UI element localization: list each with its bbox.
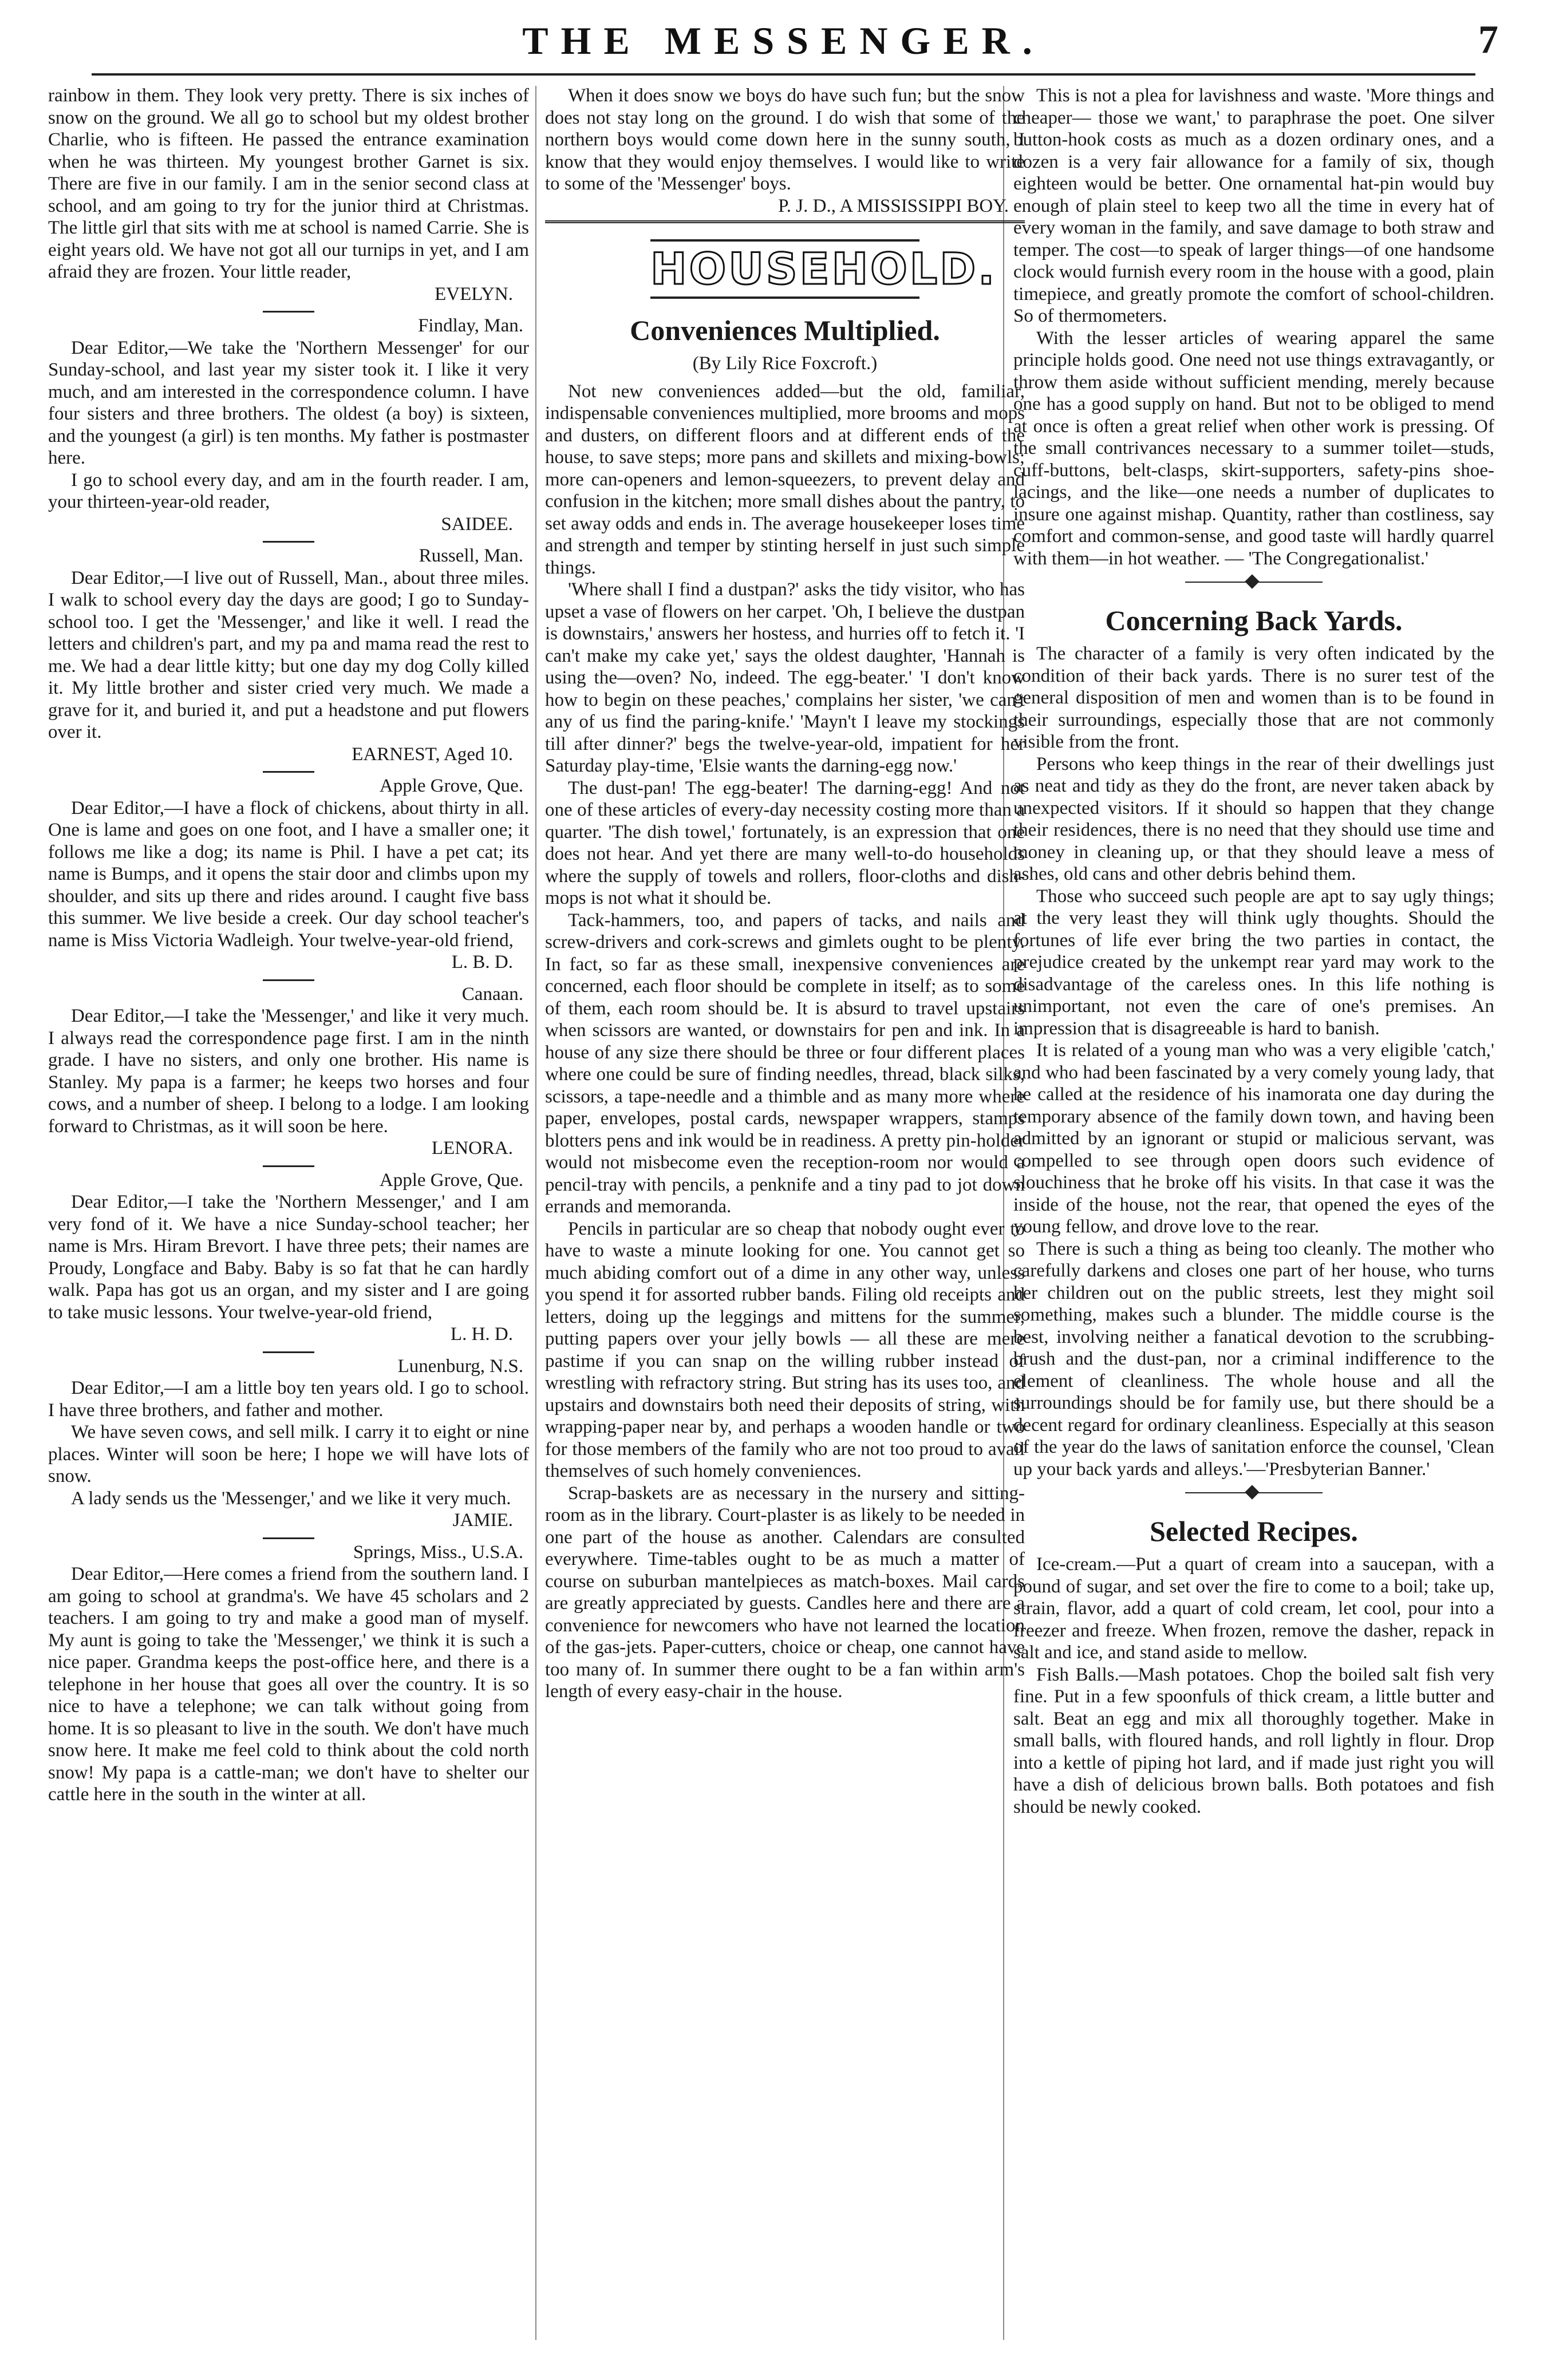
letter-body: When it does snow we boys do have such fun; but the snow does not stay long on the ground. I do wish that some of the northern boys would come down here in the sunny south, I know that they would enjoy themselves. I would like to write to some of the 'Messenger' boys. (545, 85, 1025, 194)
column-2 (545, 85, 1025, 2346)
letter-body: Dear Editor,—I take the 'Messenger,' and like it very much. I always read the correspondence page first. I am in the ninth grade. I have no sisters, and only one brother. His name is Stanley. My papa is a farmer; he keeps two horses and four cows, and a number of sheep. I belong to a lodge. I am looking forward to Christmas, as it will soon be here. (48, 1006, 529, 1137)
article-paragraph: The character of a family is very often indicated by the condition of their back yards. There is no surer test of the general disposition of men and women than is to be found in their surroundings, especially those that are not commonly visible from the front. (1013, 643, 1494, 752)
letter-body: We have seven cows, and sell milk. I carry it to eight or nine places. Winter will soon be here; I hope we will have lots of snow. (48, 1422, 529, 1486)
letter-body: Dear Editor,—I am a little boy ten years old. I go to school. I have three brothers, and father and mother. (48, 1378, 529, 1421)
letter-signature: SAIDEE. (441, 513, 513, 535)
letter-signature: LENORA. (431, 1138, 513, 1159)
article-paragraph: 'Where shall I find a dustpan?' asks the tidy visitor, who has upset a vase of flowers on her carpet. 'Oh, I believe the dustpan is downstairs,' answers her hostess, and hurries off to fetch it. 'I can't make my cake yet,' says the oldest daughter, 'Hannah is using the—oven? No, indeed. The egg-beater.' 'I don't know how to begin on these peaches,' complains her sister, 'we can't any of us find the paring-knife.' 'Mayn't I leave my stockings till after dinner?' begs the twelve-year-old, impatient for her Saturday play-time, 'Elsie wants the darning-egg now.' (545, 579, 1025, 776)
letter-signature: JAMIE. (452, 1510, 513, 1531)
letter-separator (263, 1537, 314, 1539)
column-1 (48, 85, 529, 2346)
letter-place: Lunenburg, N.S. (397, 1355, 523, 1377)
letter-body: Dear Editor,—We take the 'Northern Messenger' for our Sunday-school, and last year my sister took it. I like it very much, and am interested in the correspondence column. I have four sisters and three brothers. The oldest (a boy) is sixteen, and the youngest (a girl) is ten months. My father is postmaster here. (48, 337, 529, 468)
masthead-title: THE MESSENGER. (522, 19, 1045, 62)
column-divider (535, 86, 536, 2340)
letter-signature: P. J. D., A MISSISSIPPI BOY. (778, 195, 1009, 216)
section-ornament (1185, 575, 1323, 589)
section-ornament (1185, 1486, 1323, 1500)
letter-body: rainbow in them. They look very pretty. There is six inches of snow on the ground. We all go to school but my oldest brother Charlie, who is fifteen. He passed the entrance examination when he was thirteen. My youngest brother Garnet is six. There are five in our family. I am in the senior second class at school, and am going to try for the junior third at Christmas. The little girl that sits with me at school is named Carrie. She is eight years old. We have not got all our turnips in yet, and I am afraid they are frozen. Your little reader, (48, 85, 529, 282)
recipe-paragraph: Ice-cream.—Put a quart of cream into a saucepan, with a pound of sugar, and set over the fire to come to a boil; take up, strain, flavor, add a quart of cold cream, let cool, pour into a freezer and freeze. When frozen, remove the dasher, repack in salt and ice, and stand aside to mellow. (1013, 1554, 1494, 1663)
letter-separator (263, 1351, 314, 1353)
letter-place: Findlay, Man. (418, 315, 523, 336)
article-paragraph: The dust-pan! The egg-beater! The darning-egg! And not one of these articles of every-day necessity costing more than a quarter. 'The dish towel,' fortunately, is an expression that one does not hear. And yet there are many well-to-do households where the supply of towels and rollers, floor-cloths and dish-mops is not what it should be. (545, 777, 1025, 908)
article-title: Concerning Back Yards. (1105, 604, 1403, 636)
page-header (0, 0, 1567, 69)
letter-separator (263, 311, 314, 313)
letter-place: Apple Grove, Que. (379, 776, 523, 796)
letter-signature: L. H. D. (450, 1324, 513, 1345)
page-number: 7 (1478, 18, 1498, 62)
article-paragraph: Those who succeed such people are apt to say ugly things; at the very least they will think ugly thoughts. Should the fortunes of life ever bring the two parties in contact, the prejudice created by the unkempt rear yard may work to the disadvantage of the careless ones. In this life nothing is unimportant, not even the care of one's premises. An impression that is disagreeable is hard to banish. (1013, 885, 1494, 1039)
article-title: Selected Recipes. (1150, 1515, 1358, 1547)
article-paragraph: Scrap-baskets are as necessary in the nursery and sitting-room as in the library. Court-plaster is as likely to be needed in one part of the house as another. Calendars are consulted everywhere. Time-tables ought to be as much a matter of course on suburban mantelpieces as match-boxes. Mail cards are greatly appreciated by guests. Candles here and there are a convenience for newcomers who have not learned the location of the gas-jets. Paper-cutters, choice or cheap, one cannot have too many of. In summer there ought to be a fan within arm's length of every easy-chair in the house. (545, 1482, 1025, 1702)
letter-body: Dear Editor,—I take the 'Northern Messenger,' and I am very fond of it. We have a nice Sunday-school teacher; her name is Mrs. Hiram Brevort. I have three pets; their names are Proudy, Longface and Baby. Baby is so fat that he can hardly walk. Papa has got us an organ, and my sister and I are going to take music lessons. Your twelve-year-old friend, (48, 1192, 529, 1323)
article-byline: (By Lily Rice Foxcroft.) (692, 353, 878, 374)
header-rule (92, 73, 1475, 76)
article-title: Conveniences Multiplied. (630, 314, 940, 346)
article-paragraph: There is such a thing as being too cleanly. The mother who carefully darkens and closes one part of her house, who turns her children out on the public streets, lest they might soil something, makes such a blunder. The middle course is the best, involving neither a fanatical devotion to the scrubbing-brush and the dust-pan, nor a criminal indifference to the element of cleanliness. The whole house and all the surroundings should be for family use, but there should be a decent regard for ordinary cleanliness. Especially at this season of the year do the laws of sanitation enforce the counsel, 'Clean up your back yards and alleys.'—'Presbyterian Banner.' (1013, 1238, 1494, 1480)
letter-separator (263, 1165, 314, 1167)
article-paragraph: With the lesser articles of wearing apparel the same principle holds good. One need not use things extravagantly, or throw them aside without sufficient mending, merely because one has a good supply on hand. But not to be obliged to mend at once is often a great relief when other work is pressing. Of the small contrivances necessary to a summer toilet—studs, cuff-buttons, belt-clasps, skirt-supporters, safety-pins shoe-lacings, and the like—one needs a number of duplicates to insure one against mishap. Quantity, rather than costliness, say comfort and common-sense, and good taste will hardly quarrel with them—in hot weather. — 'The Congregationalist.' (1013, 327, 1494, 569)
letter-signature: EVELYN. (435, 283, 513, 305)
recipe-paragraph: Fish Balls.—Mash potatoes. Chop the boiled salt fish very fine. Put in a few spoonfuls of thick cream, a little butter and salt. Beat an egg and mix all thoroughly together. Make in small balls, with floured hands, and roll lightly in flour. Drop into a kettle of piping hot lard, and if made just right you will have a dish of delicious brown balls. Both potatoes and fish should be newly cooked. (1013, 1664, 1494, 1817)
letter-body: Dear Editor,—I have a flock of chickens, about thirty in all. One is lame and goes on one foot, and I have a smaller one; it follows me like a dog; its name is Phil. I have a pet cat; its name is Bumps, and it opens the stair door and climbs upon my shoulder, and sits up there and rides around. I caught five bass this summer. We live beside a creek. Our day school teacher's name is Miss Victoria Wadleigh. Your twelve-year-old friend, (48, 797, 529, 951)
section-rule (545, 220, 1025, 223)
letter-place: Apple Grove, Que. (379, 1169, 523, 1191)
letter-place: Springs, Miss., U.S.A. (353, 1541, 523, 1563)
letter-place: Canaan. (461, 983, 523, 1005)
letter-body: Dear Editor,—I live out of Russell, Man., about three miles. I walk to school every day the days are good; I go to Sunday-school too. I get the 'Messenger,' and like it well. I read the letters and children's part, and my pa and mama read the rest to me. We had a dear little kitty; but one day my dog Colly killed it. My little brother and sister cried very much. We made a grave for it, and buried it, and put a headstone and put flowers over it. (48, 567, 529, 742)
article-paragraph: Tack-hammers, too, and papers of tacks, and nails and screw-drivers and cork-screws and gimlets ought to be plenty. In fact, so far as these small, inexpensive conveniences are concerned, each floor should be complete in itself; as to some of them, each room should be. It is absurd to travel upstairs when scissors are wanted, or downstairs for pen and ink. In a house of any size there should be three or four different places where one could be sure of finding needles, thread, black silks, scissors, a tape-needle and a thimble and as many more where paper, envelopes, postal cards, newspaper wrappers, stamps blotters pens and ink would be in readiness. A pretty pin-holder would not misbecome even the reception-room nor would a pencil-tray with pencils, a penknife and a tiny pad to jot down errands and memoranda. (545, 910, 1025, 1217)
article-paragraph: This is not a plea for lavishness and waste. 'More things and cheaper— those we want,' to paraphrase the poet. One silver button-hook costs as much as a dozen ordinary ones, and a dozen is a very fair allowance for a family of six, though eighteen would be better. One ornamental hat-pin would buy enough of plain steel to keep two all the time in every hat of every woman in the family, and save damage to both straw and temper. The cost—to speak of larger things—of one handsome clock would furnish every room in the house with a good, plain timepiece, and greatly promote the comfort of school-children. So of thermometers. (1013, 85, 1494, 326)
letter-signature: EARNEST, Aged 10. (352, 744, 513, 765)
column-3 (1013, 85, 1494, 2346)
letter-place: Russell, Man. (419, 545, 523, 566)
article-paragraph: Not new conveniences added—but the old, familiar, indispensable conveniences multiplied, more brooms and mops and dusters, on different floors and at different ends of the house, to save steps; more pans and skillets and mixing-bowls; more can-openers and lemon-squeezers, to prevent delay and confusion in the kitchen; more small dishes about the pantry, to set away odds and ends in. The average housekeeper loses time and strength and temper by stinting herself in just such simple things. (545, 381, 1025, 578)
article-paragraph: Persons who keep things in the rear of their dwellings just as neat and tidy as they do the front, are never taken aback by unexpected visitors. If it should so happen that they change their residences, there is no need that they should use time and money in cleaning up, or that they should leave a mess of ashes, old cans and other debris behind them. (1013, 753, 1494, 884)
letter-body: A lady sends us the 'Messenger,' and we like it very much. (71, 1488, 511, 1509)
household-heading: HOUSEHOLD. (650, 239, 919, 299)
article-paragraph: It is related of a young man who was a very eligible 'catch,' and who had been fascinated by a very comely young lady, that he called at the residence of his inamorata one day during the temporary absence of the family down town, and having been admitted by an ignorant or stupid or malicious servant, was compelled to see through open doors such evidence of slouchiness that he broke off his visits. In that case it was the inside of the house, not the rear, that opened the eyes of the young fellow, and drove love to the rear. (1013, 1040, 1494, 1237)
letter-body: Dear Editor,—Here comes a friend from the southern land. I am going to school at grandma's. We have 45 scholars and 2 teachers. I am going to try and make a good man of myself. My aunt is going to take the 'Messenger,' we think it is such a nice paper. Grandma keeps the post-office here, and there is a telephone in her house that goes all over the country. It is so nice to have a telephone; we can talk without going from home. It is so pleasant to live in the south. We don't have much snow here. It make me feel cold to think about the cold north snow! My papa is a cattle-man; we don't have to shelter our cattle here in the south in the winter at all. (48, 1564, 529, 1805)
letter-separator (263, 771, 314, 773)
letter-separator (263, 541, 314, 543)
letter-separator (263, 979, 314, 981)
article-paragraph: Pencils in particular are so cheap that nobody ought ever to have to waste a minute looking for one. You cannot get so much abiding comfort out of a dime in any other way, unless you spend it for assorted rubber bands. Filing old receipts and letters, doing up the leggings and mittens for the summer, putting papers over your jelly bowls — all these are mere pastime if you can snap on the willing rubber instead of wrestling with refractory string. But string has its uses too, and upstairs and downstairs both need their deposits of string, with wrapping-paper near by, and perhaps a wooden handle or two for those members of the family who are not too proud to avail themselves of such homely conveniences. (545, 1218, 1025, 1481)
letter-body: I go to school every day, and am in the fourth reader. I am, your thirteen-year-old reader, (48, 469, 529, 512)
letter-signature: L. B. D. (451, 952, 513, 972)
